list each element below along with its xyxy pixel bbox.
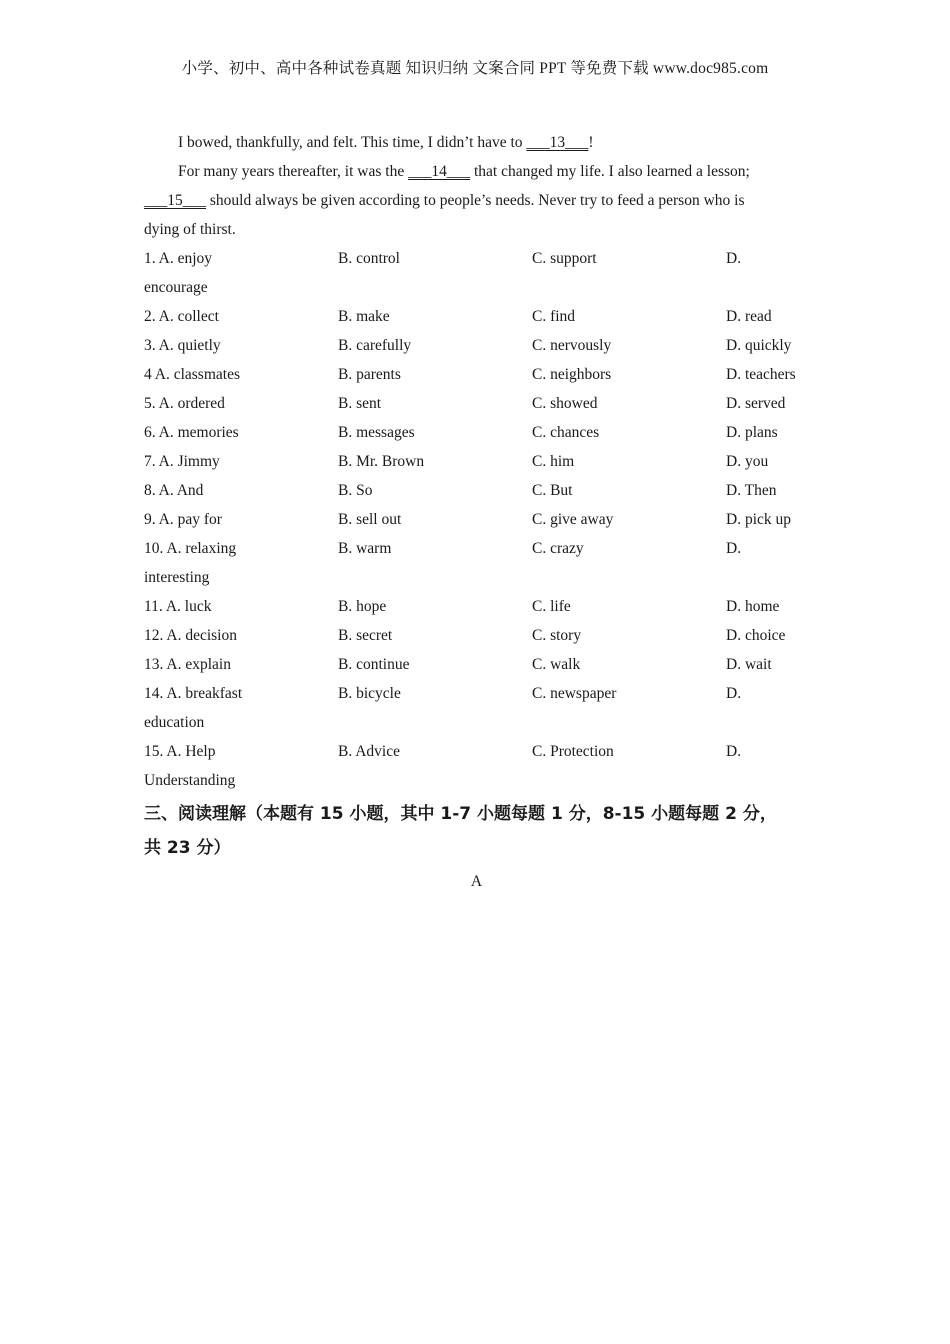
option-c: C. walk (532, 656, 581, 673)
passage-text: For many years thereafter, it was the (178, 163, 409, 180)
question-row (144, 476, 809, 505)
option-continuation: interesting (144, 569, 210, 586)
option-a: 11. A. luck (144, 598, 212, 615)
option-d: D. (726, 743, 742, 760)
option-d: D. home (726, 598, 780, 615)
option-c: C. neighbors (532, 366, 612, 383)
question-row (144, 592, 809, 621)
option-c: C. find (532, 308, 576, 325)
option-b: B. bicycle (338, 685, 401, 702)
question-list (144, 244, 809, 795)
document-body (144, 128, 809, 897)
option-d: D. wait (726, 656, 772, 673)
option-d: D. (726, 540, 742, 557)
option-a: 13. A. explain (144, 656, 231, 673)
passage-line-2 (144, 157, 809, 186)
option-d: D. served (726, 395, 786, 412)
question-row (144, 418, 809, 447)
option-c: C. But (532, 482, 573, 499)
passage-text: I bowed, thankfully, and felt. This time, I didn’t have to (178, 134, 527, 151)
option-a: 8. A. And (144, 482, 204, 499)
option-a: 15. A. Help (144, 743, 216, 760)
question-row (144, 302, 809, 331)
option-d: D. Then (726, 482, 777, 499)
option-d: D. pick up (726, 511, 792, 528)
question-row (144, 389, 809, 418)
option-a: 14. A. breakfast (144, 685, 243, 702)
option-c: C. support (532, 250, 597, 267)
option-b: B. make (338, 308, 390, 325)
question-row (144, 331, 809, 360)
option-b: B. sent (338, 395, 382, 412)
option-c: C. showed (532, 395, 598, 412)
passage-line-3 (144, 186, 809, 215)
option-c: C. Protection (532, 743, 614, 760)
option-b: B. parents (338, 366, 401, 383)
option-d: D. quickly (726, 337, 792, 354)
option-d: D. choice (726, 627, 786, 644)
question-row (144, 650, 809, 679)
option-a: 4 A. classmates (144, 366, 240, 383)
question-row (144, 737, 809, 766)
option-b: B. secret (338, 627, 393, 644)
part-label: A (470, 873, 483, 890)
passage-line-1 (144, 128, 809, 157)
option-continuation: education (144, 714, 205, 731)
option-c: C. story (532, 627, 582, 644)
option-a: 3. A. quietly (144, 337, 221, 354)
option-b: B. hope (338, 598, 387, 615)
option-d: D. read (726, 308, 772, 325)
blank-13: ___13___ (526, 134, 589, 151)
question-row (144, 244, 809, 273)
question-row (144, 360, 809, 389)
question-row (144, 621, 809, 650)
option-d: D. plans (726, 424, 778, 441)
question-row (144, 534, 809, 563)
passage-text: that changed my life. I also learned a lesson; (470, 163, 750, 180)
option-b: B. carefully (338, 337, 412, 354)
passage-line-4: dying of thirst. (144, 221, 236, 238)
option-continuation: Understanding (144, 772, 236, 789)
page-header: 小学、初中、高中各种试卷真题 知识归纳 文案合同 PPT 等免费下载 www.doc985.com (181, 60, 769, 77)
option-b: B. So (338, 482, 373, 499)
option-a: 7. A. Jimmy (144, 453, 220, 470)
passage-text: should always be given according to people’s needs. Never try to feed a person who is (206, 192, 745, 209)
option-d: D. teachers (726, 366, 796, 383)
option-a: 6. A. memories (144, 424, 239, 441)
section-title-line-2: 共 23 分） (144, 838, 231, 858)
option-a: 12. A. decision (144, 627, 237, 644)
blank-14: ___14___ (408, 163, 471, 180)
blank-15: ___15___ (144, 192, 206, 209)
question-row (144, 679, 809, 708)
option-d: D. you (726, 453, 769, 470)
option-c: C. nervously (532, 337, 612, 354)
option-d: D. (726, 250, 742, 267)
option-a: 2. A. collect (144, 308, 219, 325)
option-b: B. continue (338, 656, 410, 673)
option-b: B. Advice (338, 743, 400, 760)
question-row (144, 505, 809, 534)
option-b: B. warm (338, 540, 392, 557)
option-a: 9. A. pay for (144, 511, 222, 528)
option-continuation: encourage (144, 279, 208, 296)
option-a: 5. A. ordered (144, 395, 225, 412)
option-b: B. messages (338, 424, 415, 441)
option-b: B. sell out (338, 511, 402, 528)
option-d: D. (726, 685, 742, 702)
section-title-line-1: 三、阅读理解（本题有 15 小题，其中 1-7 小题每题 1 分，8-15 小题每题 2 分， (144, 804, 777, 824)
option-c: C. give away (532, 511, 614, 528)
option-a: 10. A. relaxing (144, 540, 237, 557)
question-row (144, 447, 809, 476)
passage-text: ! (588, 134, 594, 151)
option-c: C. life (532, 598, 571, 615)
option-c: C. him (532, 453, 575, 470)
option-c: C. newspaper (532, 685, 617, 702)
option-b: B. control (338, 250, 400, 267)
option-a: 1. A. enjoy (144, 250, 213, 267)
option-c: C. crazy (532, 540, 584, 557)
option-b: B. Mr. Brown (338, 453, 425, 470)
option-c: C. chances (532, 424, 600, 441)
section-title (144, 797, 809, 865)
